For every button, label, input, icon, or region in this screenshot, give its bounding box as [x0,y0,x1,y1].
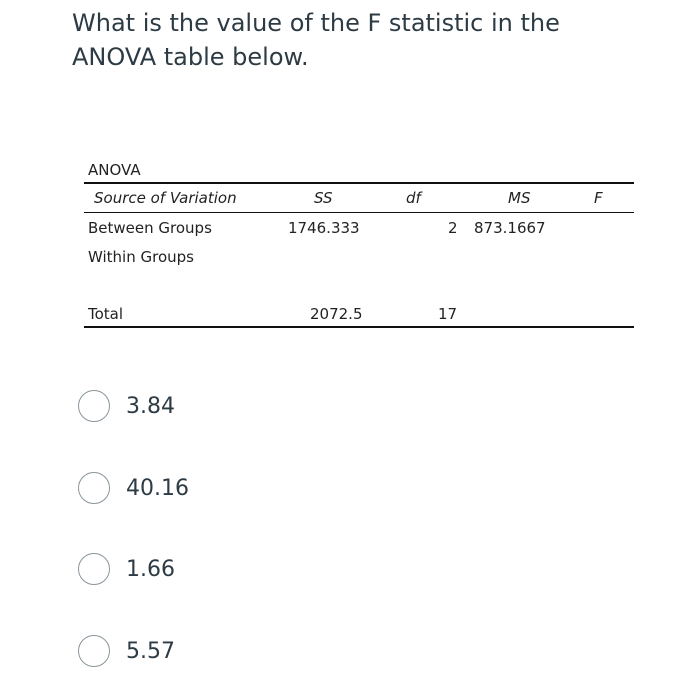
table-bottom-rule [84,326,634,328]
row-source: Between Groups [88,219,212,237]
question-text [72,6,592,74]
radio-button[interactable] [78,635,110,667]
row-ms: 873.1667 [474,219,546,237]
row-ss: 2072.5 [310,305,363,323]
answer-option[interactable] [78,386,175,426]
answer-option[interactable] [78,631,175,671]
answer-option-label: 40.16 [126,475,189,501]
answer-option-label: 3.84 [126,393,175,419]
header-ms: MS [508,189,531,207]
question-line-1: What is the value of the F statistic in the [72,9,560,37]
header-rule [84,212,634,213]
row-ss: 1746.333 [288,219,360,237]
row-df: 17 [438,305,458,323]
answer-option[interactable] [78,549,175,589]
answer-option-label: 5.57 [126,638,175,664]
row-df: 2 [448,219,458,237]
header-f: F [594,189,603,207]
table-top-rule [84,182,634,184]
row-source: Total [88,305,124,323]
header-ss: SS [314,189,333,207]
answer-option[interactable] [78,468,189,508]
header-df: df [406,189,421,207]
radio-button[interactable] [78,553,110,585]
radio-button[interactable] [78,390,110,422]
answer-option-label: 1.66 [126,556,175,582]
row-source: Within Groups [88,248,194,266]
header-source: Source of Variation [94,189,237,207]
question-line-2: ANOVA table below. [72,43,309,71]
anova-title: ANOVA [88,161,141,179]
anova-table [84,158,634,333]
radio-button[interactable] [78,472,110,504]
